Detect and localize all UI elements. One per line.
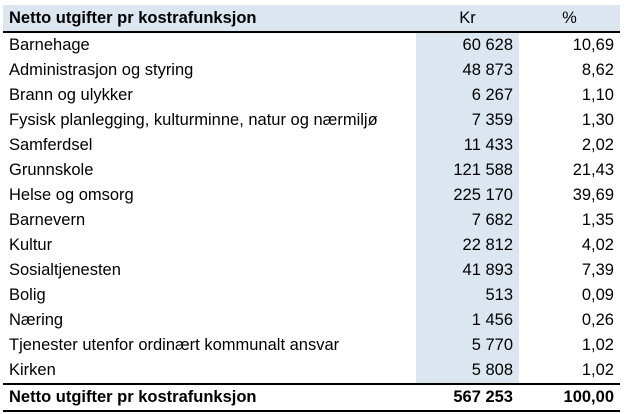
row-pct: 1,02 [581,361,614,379]
row-kr: 7 359 [416,108,519,133]
row-label: Administrasjon og styring [9,61,194,79]
row-label: Samferdsel [9,136,93,154]
total-row [3,384,620,411]
header-kr: Kr [416,5,519,32]
row-pct: 7,39 [581,261,614,279]
total-label: Netto utgifter pr kostrafunksjon [3,384,416,411]
row-pct: 8,62 [581,61,614,79]
row-kr: 48 873 [416,58,519,83]
header-row [3,5,620,32]
row-pct: 4,02 [581,236,614,254]
row-label: Grunnskole [9,161,94,179]
row-kr: 225 170 [416,183,519,208]
table-row [3,283,620,308]
row-pct: 0,26 [581,311,614,329]
row-kr: 1 456 [416,308,519,333]
row-kr: 6 267 [416,83,519,108]
row-pct: 2,02 [581,136,614,154]
row-label: Brann og ulykker [9,86,133,104]
table-row [3,83,620,108]
total-pct: 100,00 [519,384,620,411]
row-kr: 41 893 [416,258,519,283]
table-row [3,358,620,384]
row-kr: 22 812 [416,233,519,258]
total-kr: 567 253 [416,384,519,411]
table-row [3,233,620,258]
header-pct: % [519,5,620,32]
row-pct: 10,69 [572,36,614,54]
row-pct: 0,09 [581,286,614,304]
table-row [3,133,620,158]
row-pct: 21,43 [572,161,614,179]
row-kr: 7 682 [416,208,519,233]
row-pct: 1,30 [581,111,614,129]
row-pct: 39,69 [572,186,614,204]
table-row [3,32,620,58]
row-label: Bolig [9,286,46,304]
row-kr: 11 433 [416,133,519,158]
table-row [3,258,620,283]
row-pct: 1,35 [581,211,614,229]
row-pct: 1,02 [581,336,614,354]
row-label: Næring [9,311,64,329]
row-label: Helse og omsorg [9,186,134,204]
row-label: Barnevern [9,211,86,229]
row-kr: 5 770 [416,333,519,358]
row-kr: 5 808 [416,358,519,384]
table-row [3,183,620,208]
row-pct: 1,10 [581,86,614,104]
table-row [3,58,620,83]
expense-table [3,5,620,412]
row-label: Barnehage [9,36,90,54]
table-row [3,108,620,133]
header-title: Netto utgifter pr kostrafunksjon [3,5,416,32]
row-label: Kirken [9,361,56,379]
table-row [3,158,620,183]
row-kr: 121 588 [416,158,519,183]
table-row [3,208,620,233]
table-row [3,308,620,333]
table-row [3,333,620,358]
row-label: Sosialtjenesten [9,261,121,279]
row-label: Fysisk planlegging, kulturminne, natur og nærmiljø [9,111,378,129]
row-label: Kultur [9,236,53,254]
row-kr: 60 628 [416,32,519,58]
row-label: Tjenester utenfor ordinært kommunalt ansvar [9,336,340,354]
row-kr: 513 [416,283,519,308]
